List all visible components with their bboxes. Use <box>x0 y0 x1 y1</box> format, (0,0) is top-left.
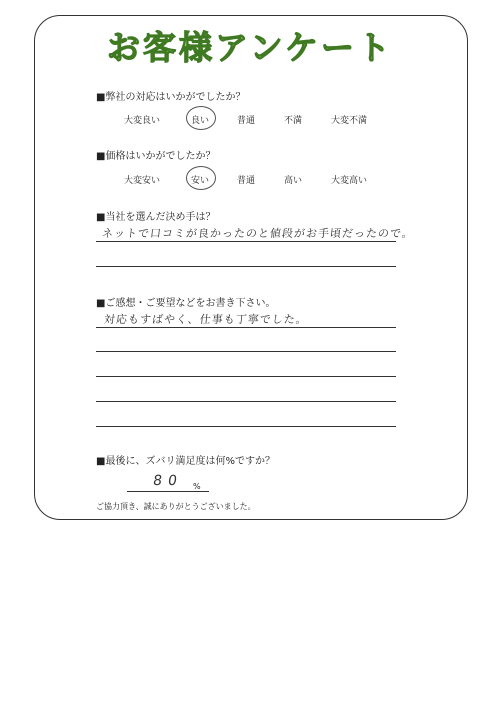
answer-line <box>96 376 396 377</box>
question-satisfaction-label: ■最後に、ズバリ満足度は何%ですか？ <box>96 456 275 467</box>
option-average: 普通 <box>237 176 256 186</box>
option-very-dissatisfied: 大変不満 <box>331 116 368 126</box>
question-reason-label: ■当社を選んだ決め手は？ <box>96 212 216 223</box>
satisfaction-answer-line <box>127 491 209 492</box>
survey-title: お客様アンケート <box>106 28 394 67</box>
question-service-label: ■弊社の対応はいかがでしたか？ <box>96 92 246 103</box>
answer-line <box>96 241 396 242</box>
question-comments-label: ■ご感想・ご要望などをお書き下さい。 <box>96 298 276 309</box>
handwritten-comments-answer: 対応もすばやく、仕事も丁寧でした。 <box>103 313 309 326</box>
option-very-expensive: 大変高い <box>331 176 368 186</box>
satisfaction-value: 80 <box>151 473 184 489</box>
option-very-cheap: 大変安い <box>124 176 161 186</box>
answer-line <box>96 327 396 328</box>
option-expensive: 高い <box>284 176 303 186</box>
answer-line <box>96 401 396 402</box>
question-price-label: ■価格はいかがでしたか？ <box>96 151 216 162</box>
selected-circle-mark <box>186 166 216 190</box>
answer-line <box>96 266 396 267</box>
option-cheap: 安い <box>191 176 210 186</box>
option-average: 普通 <box>237 116 256 126</box>
option-very-good: 大変良い <box>124 116 161 126</box>
selected-circle-mark <box>186 106 216 130</box>
option-dissatisfied: 不満 <box>284 116 303 126</box>
satisfaction-unit: % <box>193 482 201 491</box>
option-good: 良い <box>191 116 210 126</box>
answer-line <box>96 351 396 352</box>
handwritten-reason-answer: ネットで口コミが良かったのと値段がお手頃だったので。 <box>101 227 415 240</box>
thank-you-note: ご協力頂き、誠にありがとうございました。 <box>96 502 256 511</box>
answer-line <box>96 426 396 427</box>
